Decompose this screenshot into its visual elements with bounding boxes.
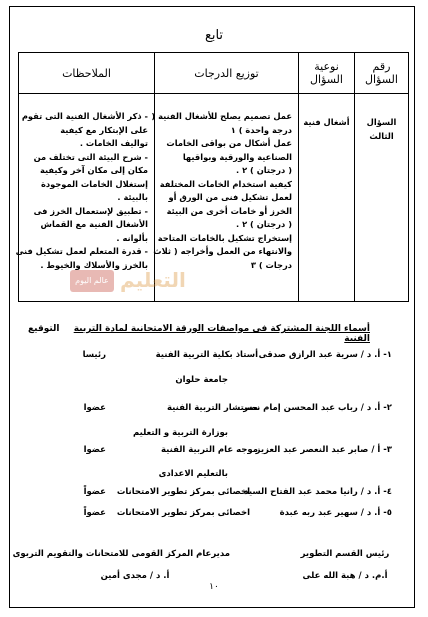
member-role: عضواً bbox=[83, 487, 106, 497]
distribution-line: إستخراج تشكيل بالخامات المتاحة bbox=[157, 232, 292, 243]
notes-line: مكان إلى مكان آخر وكيفية bbox=[40, 165, 148, 175]
footer-right-title: رئيس القسم التطوير bbox=[300, 549, 390, 559]
member-title: أستاذ بكلية التربية الفنية bbox=[155, 350, 258, 360]
watermark-text: التعليم bbox=[120, 268, 186, 292]
notes-line: بالخرز والأسلاك والخيوط . bbox=[40, 259, 148, 270]
notes-line: - ذكر الأشغال الفنية التى تقوم bbox=[21, 111, 148, 121]
member-title: مستشار التربية الفنية bbox=[166, 403, 258, 413]
distribution-line: كيفية استخدام الخامات المختلفة bbox=[159, 178, 292, 189]
member-title: موجه عام التربية الفنية bbox=[161, 445, 258, 455]
distribution-line: عمل أشكال من بواقى الخامات bbox=[166, 138, 292, 148]
member-name: ٢- أ. د / رباب عبد المحسن إمام نصر bbox=[243, 403, 392, 413]
page-title: تابع bbox=[204, 28, 224, 43]
watermark-badge bbox=[70, 270, 114, 292]
distribution-line: عمل تصميم يصلح للأشغال الفنية ( bbox=[151, 111, 292, 121]
member-role: عضواً bbox=[83, 508, 106, 518]
notes-line: بالبيئة . bbox=[117, 192, 148, 202]
footer-left-title: مديرعام المركز القومى للامتحانات والتقويم التربوى bbox=[12, 549, 230, 559]
member-title-line2: جامعة حلوان bbox=[175, 375, 228, 385]
notes-line: الأشغال الفنية مع القماش bbox=[40, 219, 148, 229]
distribution-line: درجة واحدة ) ١ bbox=[230, 124, 292, 135]
header-grade-distribution: توزيع الدرجات bbox=[155, 53, 299, 94]
committee-heading: أسماء اللجنة المشتركة فى مواصفات الورقة الامتحانية لمادة التربية الفنية bbox=[73, 324, 370, 344]
question-type-cell: أشغال فنية bbox=[299, 94, 355, 302]
header-notes: الملاحظات bbox=[19, 53, 155, 94]
distribution-line: درجات ) ٣ bbox=[250, 259, 292, 270]
notes-line: بألوانه . bbox=[116, 232, 148, 243]
question-number-line: السؤال bbox=[366, 117, 397, 127]
footer-left-name: أ. د / مجدى أمين bbox=[100, 571, 170, 581]
footer-right-name: أ.م. د / هبة الله على bbox=[302, 571, 388, 581]
header-question-number: رقم السؤال bbox=[355, 53, 409, 94]
distribution-line: الصناعية والورقية وبواقيها bbox=[182, 151, 292, 162]
member-name: ١- أ. د / سرية عبد الرازق صدقى bbox=[258, 350, 392, 360]
signature-heading: التوقيع bbox=[28, 324, 60, 334]
member-role: عضوا bbox=[83, 403, 106, 413]
member-title: اخصائى بمركز تطوير الامتحانات bbox=[116, 508, 250, 518]
distribution-line: والانتهاء من العمل وأخراجه ( ثلاث bbox=[153, 246, 292, 256]
notes-line: - تطبيق لإستعمال الخرز فى bbox=[33, 205, 148, 216]
distribution-line: ( درجتان ) ٢ . bbox=[236, 165, 292, 175]
member-title: اخصائى بمركز تطوير الامتحانات bbox=[116, 487, 250, 497]
notes-line: على الإبتكار مع كيفية bbox=[60, 124, 148, 135]
question-number-line: الثالث bbox=[369, 130, 394, 141]
watermark-badge-text: عالم اليوم bbox=[75, 276, 109, 285]
table-header-row bbox=[19, 53, 409, 94]
member-role: عضوا bbox=[83, 445, 106, 455]
member-title-line2: بوزارة التربية و التعليم bbox=[132, 428, 228, 438]
notes-line: - شرح البيئة التى تختلف من bbox=[33, 151, 148, 162]
distribution-line: لعمل تشكيل فنى من الورق أو bbox=[168, 192, 292, 202]
spec-table bbox=[15, 52, 409, 302]
notes-line: إستغلال الخامات الموجودة bbox=[40, 178, 148, 189]
watermark-logo bbox=[70, 266, 320, 312]
distribution-line: الخرز أو خامات أخرى من البيئة bbox=[166, 205, 292, 216]
member-name: ٥- أ. د / سهير عبد ربه عبدة bbox=[279, 508, 392, 518]
member-name: ٤- أ. د / رانيا محمد عبد الفتاح السيد bbox=[243, 487, 392, 497]
member-role: رئيسا bbox=[82, 350, 106, 360]
notes-line: تواليف الخامات . bbox=[79, 138, 148, 148]
member-title-line2: بالتعليم الاعدادى bbox=[158, 469, 228, 479]
question-number-cell bbox=[355, 94, 409, 302]
header-question-type: نوعية السؤال bbox=[299, 53, 355, 94]
member-name: ٣- أ / صابر عبد النعصر عبد العزيز bbox=[255, 445, 392, 455]
notes-line: - قدرة المتعلم لعمل تشكيل فنى bbox=[15, 246, 148, 256]
page-number: ١٠ bbox=[209, 582, 219, 592]
distribution-line: ( درجتان ) ٢ . bbox=[236, 219, 292, 229]
